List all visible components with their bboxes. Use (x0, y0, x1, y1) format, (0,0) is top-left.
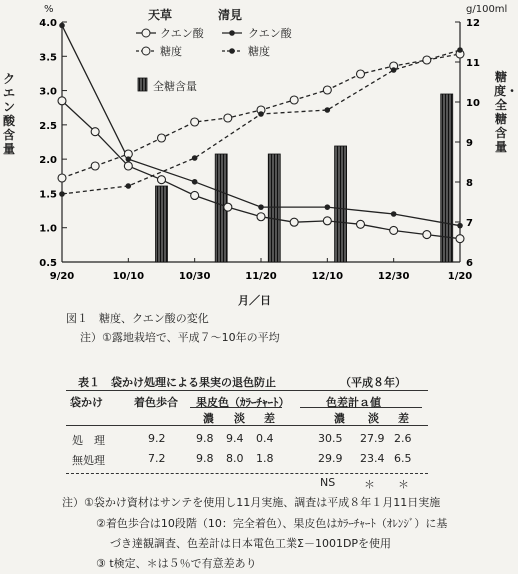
y-tick-label-left: 3.0 (39, 86, 57, 98)
point (91, 162, 99, 170)
legend-group1: 天草 (148, 8, 173, 22)
x-tick-label: 12/10 (311, 271, 344, 282)
point (59, 23, 65, 29)
y-tick-label-right: 7 (466, 218, 473, 229)
point (323, 86, 331, 94)
th-sub-diff1: 差 (264, 412, 275, 425)
point (192, 179, 198, 185)
th-bag: 袋かけ (70, 396, 103, 409)
legend-point (142, 47, 150, 55)
x-tick-label: 11/20 (245, 271, 277, 282)
point (126, 156, 132, 162)
y-tick-label-right: 10 (466, 98, 480, 109)
point (58, 174, 66, 182)
note-3: づき達観調査、色差計は日本電色工業Σ－1001DPを使用 (110, 537, 392, 550)
point (91, 128, 99, 136)
table-rule-top (66, 390, 428, 391)
figure-note: 注）①露地栽培で、平成７～10年の平均 (80, 331, 280, 344)
row2-rate: 7.2 (148, 452, 166, 465)
x-tick-label: 10/30 (178, 271, 211, 282)
row2-c4: 29.9 (318, 452, 343, 465)
row2-c3: 1.8 (256, 452, 274, 465)
point (290, 96, 298, 104)
point (323, 217, 331, 225)
point (357, 220, 365, 228)
row2-c1: 9.8 (196, 452, 214, 465)
legend-point (229, 30, 235, 36)
row1-c5: 27.9 (360, 432, 385, 445)
point (158, 134, 166, 142)
y-label-right: 糖度・全糖含量 (494, 70, 518, 154)
point (191, 191, 199, 199)
row2-c2: 8.0 (226, 452, 244, 465)
note-4: ③ t検定、＊は５％で有意差あり (96, 557, 257, 570)
legend-bar (138, 78, 147, 91)
bar-total-sugar (335, 146, 347, 262)
legend-sugar2: 糖度 (248, 45, 270, 58)
point (391, 67, 397, 73)
legend-point (229, 48, 235, 54)
sig-ns: NS (320, 476, 336, 489)
bar-total-sugar (156, 186, 168, 262)
th-rate: 着色歩合 (134, 396, 178, 409)
point (290, 218, 298, 226)
x-tick-label: 1/20 (447, 271, 473, 282)
row1-rate: 9.2 (148, 432, 166, 445)
th-sub-light1: 淡 (234, 412, 245, 425)
row1-c6: 2.6 (394, 432, 412, 445)
y-tick-label-left: 3.5 (39, 52, 57, 64)
legend-total: 全糖含量 (153, 80, 197, 93)
legend-citric2: クエン酸 (248, 27, 292, 40)
point (457, 223, 463, 229)
y-label-left: クエン酸含量 (2, 72, 15, 156)
y-tick-label-left: 1.0 (39, 223, 57, 235)
right-unit: g/100ml (466, 4, 508, 15)
th-meter: 色差計ａ値 (326, 396, 381, 409)
th-sub-dark1: 濃 (203, 412, 214, 425)
row2-name: 無処理 (72, 454, 105, 467)
point (390, 226, 398, 234)
table-rule-bottom (66, 473, 428, 474)
x-axis-label: 月／日 (238, 294, 271, 307)
point (325, 204, 331, 210)
point (158, 176, 166, 184)
point (258, 111, 264, 117)
left-unit: % (44, 4, 54, 15)
y-tick-label-right: 12 (466, 18, 480, 29)
x-tick-label: 9/20 (49, 271, 75, 282)
point (192, 155, 198, 161)
note-1: 注）①袋かけ資材はサンテを使用し11月実施、調査は平成８年１月11日実施 (62, 496, 441, 509)
th-sub-diff2: 差 (398, 412, 409, 425)
point (58, 97, 66, 105)
legend-sugar1: 糖度 (160, 45, 182, 58)
point (325, 107, 331, 113)
row1-c2: 9.4 (226, 432, 244, 445)
bar-total-sugar (268, 154, 280, 262)
note-2: ②着色歩合は10段階（10：完全着色）、果皮色はｶﾗｰﾁｬｰﾄ（ｵﾚﾝｼﾞ）に基 (96, 517, 448, 530)
point (357, 70, 365, 78)
legend-citric1: クエン酸 (160, 27, 204, 40)
y-tick-label-right: 9 (466, 138, 473, 149)
point (126, 183, 132, 189)
point (456, 235, 464, 243)
figure-caption: 図１ 糖度、クエン酸の変化 (66, 312, 209, 325)
sig-star1: ＊ (364, 478, 375, 491)
th-sub-dark2: 濃 (334, 412, 345, 425)
th-peel: 果皮色（ｶﾗｰﾁｬｰﾄ） (196, 396, 290, 409)
y-tick-label-left: 2.5 (39, 120, 57, 132)
y-tick-label-right: 6 (466, 258, 473, 269)
point (224, 114, 232, 122)
legend-group2: 清見 (218, 8, 243, 22)
point (457, 47, 463, 53)
table-year: （平成８年） (340, 376, 406, 389)
point (191, 118, 199, 126)
y-tick-label-left: 2.0 (39, 155, 57, 167)
sig-star2: ＊ (398, 478, 409, 491)
point (224, 203, 232, 211)
th-sub-light2: 淡 (368, 412, 379, 425)
row1-name: 処 理 (72, 434, 105, 447)
row2-c6: 6.5 (394, 452, 412, 465)
row1-c1: 9.8 (196, 432, 214, 445)
chart-bars (156, 94, 453, 262)
point (423, 231, 431, 239)
y-tick-label-right: 11 (466, 58, 480, 69)
x-tick-label: 12/30 (377, 271, 410, 282)
row2-c5: 23.4 (360, 452, 385, 465)
x-tick-label: 10/10 (112, 271, 145, 282)
point (124, 162, 132, 170)
y-tick-label-left: 4.0 (39, 18, 57, 29)
y-tick-label-left: 0.5 (39, 258, 57, 269)
point (257, 213, 265, 221)
point (59, 191, 65, 197)
legend-point (142, 29, 150, 37)
point (258, 204, 264, 210)
point (391, 211, 397, 217)
table-title: 表１ 袋かけ処理による果実の退色防止 (78, 376, 276, 389)
series-line (62, 50, 460, 194)
row1-c4: 30.5 (318, 432, 343, 445)
y-tick-label-right: 8 (466, 178, 473, 189)
point (423, 56, 431, 64)
row1-c3: 0.4 (256, 432, 274, 445)
y-tick-label-left: 1.5 (39, 189, 57, 201)
